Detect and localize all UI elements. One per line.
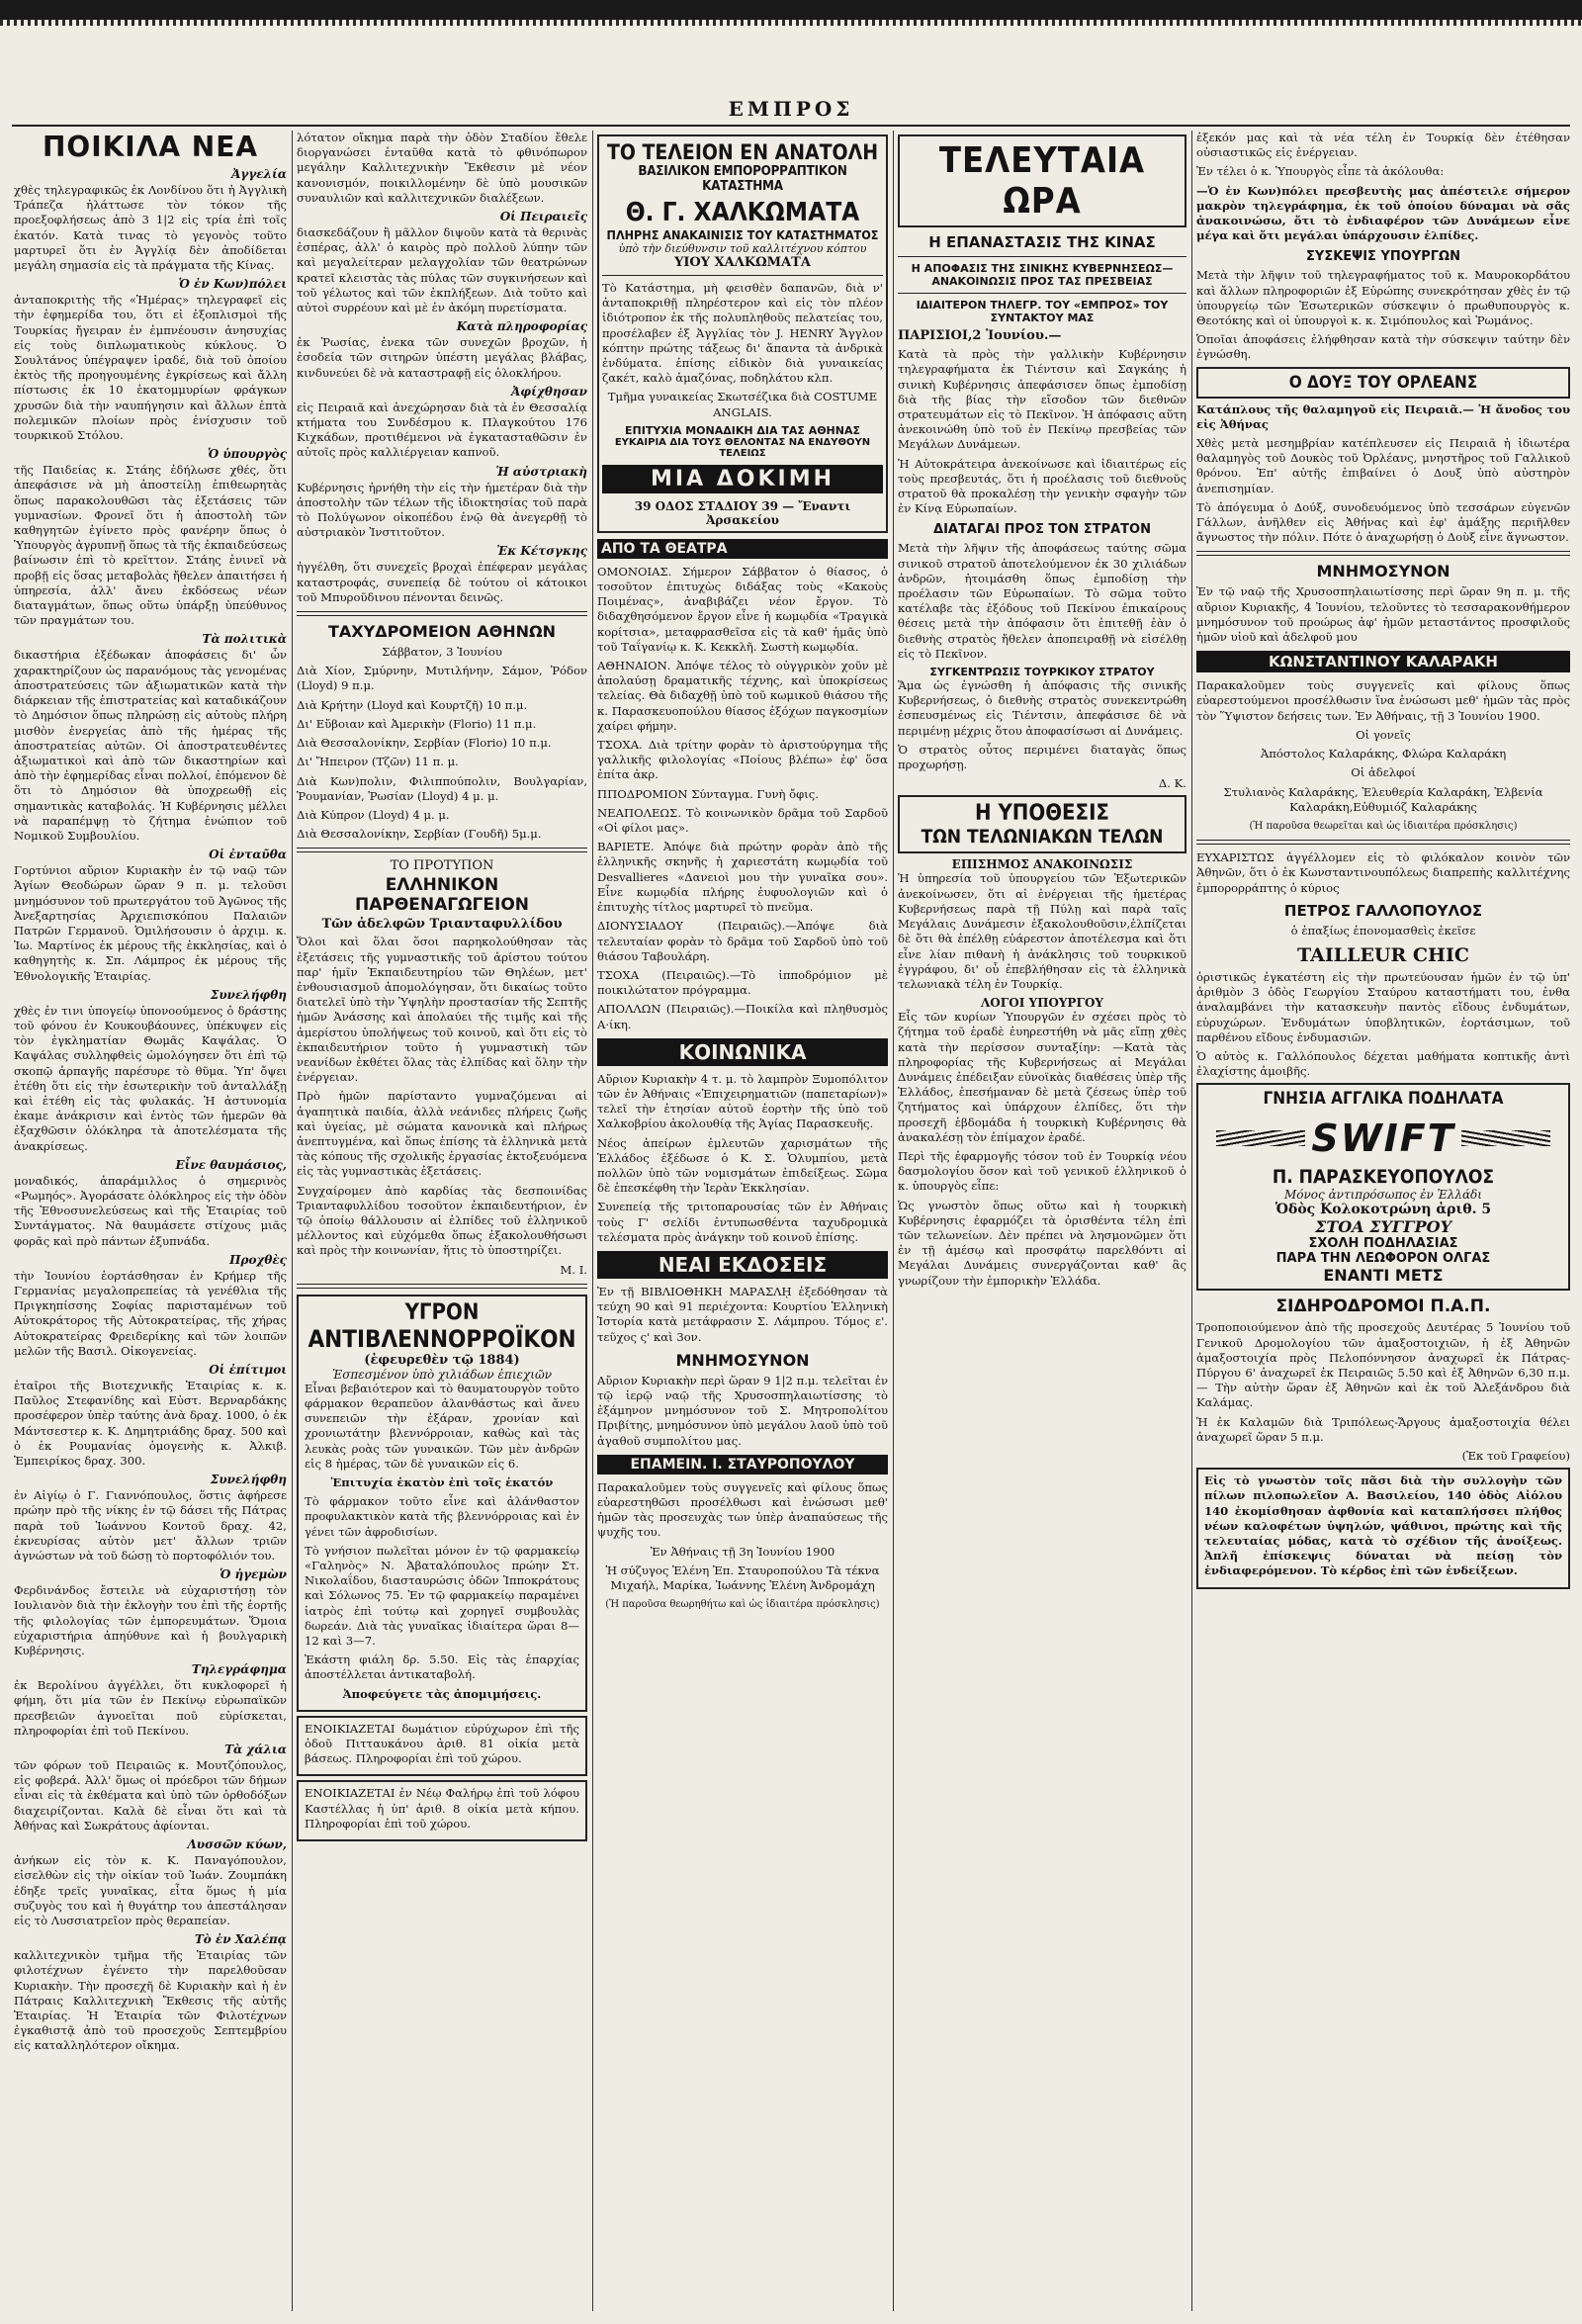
theatre-entry: ΑΠΟΛΛΩΝ (Πειραιῶς).—Ποικίλα καὶ πληθυσμὸς Α·ίκη. <box>597 1002 888 1031</box>
ad-title-2: ΑΝΤΙΒΛΕΝΝΟΡΡΟΪΚΟΝ <box>308 1324 576 1353</box>
news-item-text: εἰς Πειραιᾶ καὶ ἀνεχώρησαν διὰ τὰ ἐν Θεσσαλίᾳ κτήματα του Συνδέσμου κ. Πλαγκούτου 176 Κιχκάδων, προτιθέμενοι νὰ ἐγκατασταθῶσιν ἐν αὐτοῖς πρὸς καλλιέργειαν καπνοῦ. <box>297 400 587 460</box>
memorial-text: Ἐν τῷ ναῷ τῆς Χρυσοσπηλαιωτίσσης περὶ ὥραν 9η π. μ. τῆς αὔριον Κυριακῆς, 4 Ἰουνίου, τελοῦντες τὸ τεσσαρακονθήμερον μνημόσυνον τοῦ προώρως ἀφ' ἡμῶν μεταστάντος προσφιλοῦς ἡμῶν υἱοῦ καὶ ἀδελφοῦ μου <box>1196 584 1570 645</box>
ad-section: Τμῆμα γυναικείας Σκωτσέζικα διὰ COSTUME ANGLAIS. <box>607 390 878 419</box>
ad-title-1: ΥΓΡΟΝ <box>404 1299 480 1325</box>
ad-price: Ἑκάστη φιάλη δρ. 5.50. Εἰς τὰς ἐπαρχίας ἀποστέλλεται ἀντικαταβολή. <box>305 1653 579 1682</box>
swift-logo <box>1204 1117 1562 1160</box>
customs-subtitle: ΤΩΝ ΤΕΛΩΝΙΑΚΩΝ ΤΕΛΩΝ <box>921 826 1164 849</box>
article-body <box>898 541 1186 662</box>
news-item-head: Τὸ ἐν Χαλέπᾳ <box>194 1932 287 1947</box>
china-subtitle: Η ΕΠΑΝΑΣΤΑΣΙΣ ΤΗΣ ΚΙΝΑΣ <box>928 233 1156 251</box>
funeral-date: Ἐν Ἀθήναις τῇ 3η Ἰουνίου 1900 <box>650 1544 835 1559</box>
divider <box>898 293 1186 294</box>
ad-line-2: ΕΥΚΑΙΡΙΑ ΔΙΑ ΤΟΥΣ ΘΕΛΟΝΤΑΣ ΝΑ ΕΝΔΥΘΟΥΝ ΤΕΛΕΙΩΣ <box>614 436 871 459</box>
social-title: ΚΟΙΝΩΝΙΚΑ <box>597 1038 888 1066</box>
bike-stoa: ΣΤΟΑ ΣΥΓΓΡΟΥ <box>1315 1217 1451 1237</box>
news-item-text: ἀνταποκριτὴς τῆς «Ἡμέρας» τηλεγραφεῖ εἰς τὴν ἐφημερίδα του, ὅτι εἰ ἐξοπλισμοὶ τῆς Τουρκίας ἤγειραν ἐν ἐμπνέουσιν ἀνησυχίας εἰς τοὺς διπλωματικοὺς κύκλους. Ὁ Σουλτάνος ὑπέγραψεν ἰραδέ, διὰ τοῦ ὁποίου ἐκτὸς τῆς προηγουμένης ἐγκρίσεως καὶ ἄλλη πίστωσις ἐκ 10 ἑκατομμυρίων φράγκων χρυσῶν διὰ τὴν ναυπήγησιν καὶ ἄλλων ἑπτὰ πολεμικῶν πλοίων πρὸς ἐνίσχυσιν τοῦ τουρκικοῦ Στόλου. <box>14 293 287 443</box>
news-item-text: Κυβέρνησις ἠρνήθη τὴν εἰς τὴν ἡμετέραν διὰ τὴν ἀποστολὴν τῶν τέλων τῆς ἰδιοκτησίας τοῦ παρὰ τὸ Πολύγωνον οἰκοπέδου ἐνῷ θὰ ἀνεγερθῇ τὸ αὐστριακὸν Ἰνστιτοῦτον. <box>297 480 587 540</box>
bike-school: ΣΧΟΛΗ ΠΟΔΗΛΑΣΙΑΣ <box>1308 1236 1458 1252</box>
books-title: ΝΕΑΙ ΕΚΔΟΣΕΙΣ <box>597 1251 888 1279</box>
article-paragraph: Ἡ Αὐτοκράτειρα ἀνεκοίνωσε καὶ ἰδιαιτέρως εἰς τοὺς πρεσβευτάς, ὅτι ἡ προέλασις τοῦ διεθνοῦς στρατοῦ θὰ προκαλέσῃ τὴν γενικὴν σφαγὴν τῶν ἐν Κίνᾳ Εὐρωπαίων. <box>898 456 1186 516</box>
dateline: ΠΑΡΙΣΙΟΙ,2 Ἰουνίου.— <box>898 328 1062 343</box>
article-paragraph: Ἡ ὑπηρεσία τοῦ ὑπουργείου τῶν Ἐξωτερικῶν ἀνεκοίνωσεν, ὅτι αἱ ἐνέργειαι τῆς ἡμετέρας Κυβερνήσεως παρὰ τῇ Πύλῃ καὶ παρὰ ταῖς Μεγάλαις Δυνάμεσιν ἐξακολουθοῦσιν,ἐλπίζεται δὲ ὅτι θὰ ἐπέλθῃ εὐάρεστον ἀποτέλεσμα καὶ ὅτι εἶνε λίαν πιθανὴ ἡ ἀνάκλησις τοῦ τουρκικοῦ ἐγγράφου, δι' οὗ ἐπεβλήθησαν εἰς τὰ ἑλληνικὰ τελωνιακὰ τέλη ἐν Τουρκίᾳ. <box>898 871 1186 991</box>
continued-text: ἐξεκόν μας καὶ τὰ νέα τέλη ἐν Τουρκίᾳ δὲν ἐτέθησαν οὐσιαστικῶς εἰς ἐνέργειαν. <box>1196 131 1570 160</box>
news-item-head: Ἀγγελία <box>231 167 287 181</box>
postal-line: Διὰ Θεσσαλονίκην, Σερβίαν (Γουδῆ) 5μ.μ. <box>297 827 542 842</box>
duke-title: Ο ΔΟΥΞ ΤΟΥ ΟΡΛΕΑΝΣ <box>1288 372 1478 393</box>
ad-direction: ὑπὸ τὴν διεύθυνσιν τοῦ καλλιτέχνου κόπτου <box>618 242 867 255</box>
rent-ad-2 <box>297 1780 587 1841</box>
column-various-news <box>14 131 287 2311</box>
council-text-2: Ὁποῖαι ἀποφάσεις ἐλήφθησαν κατὰ τὴν σύσκεψιν ταύτην δὲν ἐγνώσθη. <box>1196 332 1570 362</box>
bicycle-ad <box>1196 1083 1570 1291</box>
memorial-name: ΚΩΝΣΤΑΝΤΙΝΟΥ ΚΑΛΑΡΑΚΗ <box>1196 651 1570 672</box>
bike-title: ΓΝΗΣΙΑ ΑΓΓΛΙΚΑ ΠΟΔΗΛΑΤΑ <box>1263 1089 1504 1110</box>
postal-date: Σάββατον, 3 Ἰουνίου <box>382 645 502 660</box>
news-item-head: Ὁ ἡγεμὼν <box>220 1567 287 1582</box>
article-body <box>898 347 1186 516</box>
theatre-entry: ΤΣΟΧΑ (Πειραιῶς).—Τὸ ἱπποδρόμιον μὲ ποικιλώτατον πρόγραμμα. <box>597 967 888 998</box>
column-divider <box>292 131 293 2311</box>
news-item-head: Συνελήφθη <box>210 1473 287 1487</box>
news-item-head: Εἶνε θαυμάσιος, <box>175 1157 287 1172</box>
divider <box>297 611 587 616</box>
ad-warning: Ἀποφεύγετε τὰς ἀπομιμήσεις. <box>342 1686 542 1701</box>
school-paragraph: Ὅλοι καὶ ὅλαι ὅσοι παρηκολούθησαν τὰς ἐξετάσεις τῆς γυμναστικῆς τοῦ ἀρίστου τούτου παρ' ἡμῖν Ἐκπαιδευτηρίου τῶν Θηλέων, μετ' ἐνθουσιασμοῦ ἀπομολόγησαν, ὅτι δικαίως τοῦτο διατελεῖ ὑπὸ τὴν Ὑψηλὴν προστασίαν τῆς Σεπτῆς ἡμῶν Ἀνάσσης καὶ ἀπολαύει τῆς τιμῆς καὶ τῆς ἀμερίστου ὑπολήψεως τοῦ κοινοῦ, καὶ ὅτι εἰς τὸ ἐκπαιδευτήριον τοῦτο ἡ γυμναστικὴ τῶν νεανίδων ἐκθέτει ὅλας τὰς ἐλπίδας καὶ ὅλην τὴν ἐνέργειαν. <box>297 935 587 1085</box>
column-divider <box>1191 131 1192 2311</box>
duke-header <box>1196 367 1570 399</box>
news-item-text: τὴν Ἰουνίου ἑορτάσθησαν ἐν Κρήμερ τῆς Γερμανίας μεγαλοπρεπείας τὰ γενέθλια τῆς Πριγκηπίσσης Σοφίας παρισταμένων τοῦ Αὐτοκράτορος τῆς Αὐτοκρατείρας, τῆς χήρας Αὐτοκρατείρας Φρειδερίκης καὶ τῶν λοιπῶν μελῶν τῆς Βασιλ. Οἰκογενείας. <box>14 1268 287 1358</box>
news-item-text: ἠγγέλθη, ὅτι συνεχεῖς βροχαὶ ἐπέφεραν μεγάλας καταστροφάς, συνεπείᾳ δὲ τούτου οἱ κάτοικοι τοῦ Μπυροῦδινου πένονται δεινῶς. <box>297 560 587 604</box>
ad-trial: ΜΙΑ ΔΟΚΙΜΗ <box>602 465 883 493</box>
news-list <box>14 167 287 2054</box>
column-divider <box>893 131 894 2311</box>
news-item-text: ἐν Αἰγίῳ ὁ Γ. Γιαννόπουλος, ὅστις ἀφήρεσε πρώην πρὸ τῆς νίκης ἐν τῷ δάσει τῆς Πάτρας παρὰ τοῦ Ἰωάννου Κοντοῦ δραχ. 42, ἐκνευρίσας αὐτὸν μετ' ἄλλων τριῶν ἀγνώστων νὰ τοῦ δώσῃ τὸ πορτοφόλιόν του. <box>14 1488 287 1564</box>
news-item-head: Ἐκ Κέτσγκης <box>496 544 587 559</box>
memorial-sign: Οἱ γονεῖς <box>1356 727 1411 742</box>
duke-text-2: Τὸ ἀπόγευμα ὁ Δούξ, συνοδευόμενος ὑπὸ τεσσάρων εὐγενῶν Γάλλων, ἀνῆλθεν εἰς Ἀθήνας καὶ ἐφ' ἁμάξης περιῆλθεν ἄγνωστος τὴν πόλιν. Πότε ὁ ἀναχωρήσῃ ὁ Δοὺξ εἶνε ἄγνωστον. <box>1196 499 1570 545</box>
funeral-text: Παρακαλοῦμεν τοὺς συγγενεῖς καὶ φίλους ὅπως εὐαρεστηθῶσι προσέλθωσι καὶ ἐνώσωσι μεθ' ἡμῶν τὰς προσευχὰς των ὑπὲρ ἀναπαύσεως τῆς ψυχῆς του. <box>597 1479 888 1540</box>
news-item-text: μοναδικός, ἀπαράμιλλος ὁ σημερινὸς «Ρωμηός». Ἀγοράσατε ὁλόκληρος εἰς τὴν ὁδὸν τῆς Ἐθνοσυνελεύσεως καὶ τῆς Ἑταιρίας τοῦ Συντάγματος. Νὰ θαυμάσετε στίχους μιᾶς φορᾶς καὶ πρὸ πάντων ἐξυπνάδα. <box>14 1173 287 1248</box>
column-five <box>1196 131 1570 2311</box>
decision-heading: Η ΑΠΟΦΑΣΙΣ ΤΗΣ ΣΙΝΙΚΗΣ ΚΥΒΕΡΝΗΣΕΩΣ—ΑΝΑΚΟΙΝΩΣΙΣ ΠΡΟΣ ΤΑΣ ΠΡΕΣΒΕΙΑΣ <box>911 262 1174 288</box>
tailor-shop-ad <box>597 134 888 533</box>
news-item-text: Γορτύνιοι αὔριον Κυριακὴν ἐν τῷ ναῷ τῶν Ἁγίων Θεοδώρων ὥραν 9 π. μ. τελοῦσι μνημόσυνον τοῦ πρωτεργάτου τοῦ Ἀγῶνος τῆς Ἀνεξαρτησίας Ἀρχιεπισκόπου Παλαιῶν Πατρῶν Γερμανοῦ. Ὁμιλήσουσιν ὁ ἀρχιμ. κ. Ἰω. Μαρτίνος ἐκ μέρους τῆς ἐκκλησίας, καὶ ὁ καθηγητὴς κ. Σπ. Λάμπρος ἐκ μέρους τῆς Ἐθνολογικῆς Ἑταιρίας. <box>14 863 287 983</box>
theatre-title: ΑΠΟ ΤΑ ΘΕΑΤΡΑ <box>597 539 888 559</box>
minister-quote: —Ὁ ἐν Κων)πόλει πρεσβευτὴς μας ἀπέστειλε σήμερον μακρὸν τηλεγράφημα, ἐκ τοῦ ὁποίου δύναμαι νὰ σᾶς ἀνακοινώσω, ὅτι τὸ ἐνδιαφέρον τῶν Δυνάμεων εἶνε μέγα καὶ ὅτι μεγάλαι ὑπάρχουσιν ἐλπίδες. <box>1196 183 1570 243</box>
theatre-entry: ΑΘΗΝΑΙΟΝ. Ἀπόψε τέλος τὸ οὐγγρικὸν χοῦν μὲ ἀπολαύσῃ δραματικῆς τέχνης, καὶ ὑποκρίσεως τελείας. Θὰ διδαχθῇ ὑπὸ τοῦ κωμικοῦ θιάσου τῆς κ. Παρασκευοπούλου θίασος ἐξόχων παγκοσμίων χαίρει φήμην. <box>597 659 888 733</box>
school-signature: Μ. Ι. <box>560 1262 587 1277</box>
school-pretitle: ΤΟ ΠΡΟΤΥΠΟΝ <box>390 858 494 874</box>
memorial-text: Αὔριον Κυριακὴν περὶ ὥραν 9 1|2 π.μ. τελεῖται ἐν τῷ ἱερῷ ναῷ τῆς Χρυσοσπηλαιωτίσσης τὸ ἐξάμηνον μνημόσυνον τοῦ Σ. Μητροπολίτου Πριβίτης, μνημόσυνον ὑπὸ μεγάλου λαοῦ ὑπὸ τοῦ ἀγαθοῦ συμπολίτου μας. <box>597 1373 888 1448</box>
news-item-text: ἐκ Βερολίνου ἀγγέλλει, ὅτι κυκλοφορεῖ ἡ φήμη, ὅτι μία τῶν ἐν Πεκίνῳ εὐρωπαϊκῶν πρεσβειῶν ἀγνοεῖται ποῦ εὑρίσκεται, πληροφορίαι ἐπὶ τοῦ Πεκίνου. <box>14 1678 287 1738</box>
ad-guarantee: Ἐπιτυχία ἑκατὸν ἐπὶ τοῖς ἑκατόν <box>330 1475 554 1489</box>
social-entry: Συνεπείᾳ τῆς τριτοπαρουσίας τῶν ἐν Ἀθήναις τοὺς Γ' σελίδι ἐντυπωσθέντα ταχυδρομικὰ τελέσματα πρὸς ἀνάγκην τοῦ κοινοῦ ἐπίσης. <box>597 1200 888 1244</box>
news-item-head: Ὁ ἐν Κων)πόλει <box>178 277 287 292</box>
tailor-sub: ὁ ἐπαξίως ἐπονομασθεὶς ἐκεῖσε <box>1290 923 1476 938</box>
news-item-text: καλλιτεχνικὸν τμῆμα τῆς Ἑταιρίας τῶν φιλοτέχνων ἐγένετο τὴν παρελθοῦσαν Κυριακὴν. Τὴν προσεχῆ δὲ Κυριακὴν καὶ ἡ ἐν Πάτραις Καλλιτεχνικὴ Ἔκθεσις τῆς αὐτῆς Ἑταιρίας. Ἡ Ἑταιρία τῶν Φιλοτέχνων ἐγκαθιστᾷ ἀπὸ τοῦ προσεχοῦς Σεπτεμβρίου εἰς καταλληλότερον οἴκημα. <box>14 1948 287 2053</box>
last-hour-header <box>898 134 1186 227</box>
divider <box>602 275 883 276</box>
news-item-text: ἀνήκων εἰς τὸν κ. Κ. Παναγόπουλον, εἰσελθὼν εἰς τὴν οἰκίαν τοῦ Ἰωάν. Ζουμπάκη ἐδηξε τρεῖς γυναῖκας, εἶτα ὅμως ἡ μία συζυγὸς του καὶ ἡ θυγάτηρ του ἀπεστάλησαν εἰς τὸ Λυσσιατρεῖον πρὸς θεραπείαν. <box>14 1853 287 1927</box>
theatre-entry: ΟΜΟΝΟΙΑΣ. Σήμερον Σάββατον ὁ θίασος, ὁ τοσοῦτον ἐπιτυχὼς διδάξας τοὺς «Κακοὺς Ποιμένας», ἀναβιβάζει νέον ἔργον. Τὸ διδαχθησόμενον ἔργον εἶνε ἡ κωμῳδία «Τραγικὰ κορίτσια», μεταφρασθεῖσα εἰς τὰ καθ' ἡμᾶς ὑπὸ τοῦ Ταΐγανίῳ κ. Κ. Κεκκλῆ. Σωστὴ κωμῳδία. <box>597 564 888 654</box>
council-title: ΣΥΣΚΕΨΙΣ ΥΠΟΥΡΓΩΝ <box>1306 249 1460 265</box>
ad-line-1: ΕΠΙΤΥΧΙΑ ΜΟΝΑΔΙΚΗ ΔΙΑ ΤΑΣ ΑΘΗΝΑΣ <box>625 423 860 437</box>
social-list <box>597 1072 888 1245</box>
news-item-head: Τὰ χάλια <box>224 1743 287 1757</box>
news-item-head: Τηλεγράφημα <box>191 1662 287 1677</box>
thanks-text: ΕΥΧΑΡΙΣΤΩΣ ἀγγέλλομεν εἰς τὸ φιλόκαλον κοινὸν τῶν Ἀθηνῶν, ὅτι ὁ ἐκ Κωνσταντινουπόλεως διαπρεπὴς καλλιτέχνης ἐμπορορράπτης ὁ κύριος <box>1196 850 1570 895</box>
continued-text: λότατον οἴκημα παρὰ τὴν ὁδὸν Σταδίου ἔθελε διοργανώσει ἐνταῦθα κατὰ τὸ φθινόπωρον μεγάλην Καλλιτεχνικὴν Ἔκθεσιν μὲ νέον κανονισμόν, ποικιλλομένην δὲ ὑπὸ μουσικῶν συναυλιῶν καὶ καλλιτεχνικῶν διαλέξεων. <box>297 131 587 205</box>
news-list <box>297 210 587 605</box>
theatre-entry: ΠΠΟΔΡΟΜΙΟΝ Σύνταγμα. Γυνὴ ὄφις. <box>597 786 819 801</box>
column-last-hour <box>898 131 1186 2311</box>
ad-shop-subtitle: ΠΛΗΡΗΣ ΑΝΑΚΑΙΝΙΣΙΣ ΤΟΥ ΚΑΤΑΣΤΗΜΑΤΟΣ <box>606 227 879 242</box>
bike-school-2: ΠΑΡΑ ΤΗΝ ΛΕΩΦΟΡΟΝ ΟΛΓΑΣ <box>1275 1251 1491 1267</box>
postal-line: Διὰ Θεσσαλονίκην, Σερβίαν (Florio) 10 π.μ. <box>297 736 552 751</box>
social-entry: Αὔριον Κυριακὴν 4 τ. μ. τὸ λαμπρὸν Ξυμοπόλιτον τῶν ἐν Ἀθήναις «Ἐπιχειρηματιῶν (παπεταρίων)» τελεῖ τὴν ἐτησίαν αὐτοῦ ἑορτὴν τῆς ὑπὸ τοῦ Χαλκοβρίου ἀκολουθίᾳ τῆς Ἁγίας Παρασκευῆς. <box>597 1071 888 1131</box>
news-item-text: χθὲς ἐν τινι ὑπογείῳ ὑπονοούμενος ὁ δράστης τοῦ φόνου ἐν Κουκουβάουνες, ὑπέκυψεν εἰς τὸν ἐγκληματίαν Θωμᾶς Καψάλας. Ὁ Καψάλας συλληφθεὶς ὡμολόγησεν ὅτι ἐπὶ τῷ σκοπῷ ἁρπαγῆς παρέσυρε τὸ θῦμα. Ὑπ' ὄψει ἐτέθη ὅτι εἰς τὴν ἐσωτερικὴν τοῦ ἀνταλλάξῃ καὶ ἐτέθη εἰς τὰς φυλακάς. Ἡ ἀστυνομία ἐκαμε ἀνάκρισιν καὶ ἐντὸς τῶν ἡμερῶν θὰ ἐξαχθῶσιν ὁλόκληρα τὰ ἀποτελέσματα τῆς ἀνακρίσεως. <box>14 1003 287 1153</box>
tailor-name: ΠΕΤΡΟΣ ΓΑΛΛΟΠΟΥΛΟΣ <box>1283 901 1483 920</box>
memorial-sign-4: Στυλιανὸς Καλαράκης, Ἐλευθερία Καλαράκη, Ἑλβενία Καλαράκη,Εὐθυμιόζ Καλαράκης <box>1223 784 1543 814</box>
bike-address: Ὁδὸς Κολοκοτρώνη ἀριθ. 5 <box>1274 1202 1492 1218</box>
theatre-entry: ΒΑΡΙΕΤΕ. Ἀπόψε διὰ πρώτην φορὰν ἀπὸ τῆς ἑλληνικῆς σκηνῆς ἡ χαριεστάτη κωμῳδία τοῦ Desvallieres «Δανειοὶ μου τὴν γυναῖκα σου». Εἶνε κωμῳδία πλήρης ἐυφυολογιῶν καὶ ὁ ἐπιτυχὴς τίτλος μαρτυρεῖ τὸ πνεῦμα. <box>597 840 888 915</box>
school-title: ΕΛΛΗΝΙΚΟΝ ΠΑΡΘΕΝΑΓΩΓΕΙΟΝ <box>354 875 530 916</box>
railway-text-2: Ἡ ἐκ Καλαμῶν διὰ Τριπόλεως-Ἄργους ἀμαξοστοιχία θέλει ἀναχωρεῖ ὥραν 5 π.μ. <box>1196 1414 1570 1444</box>
tailor-brand: TAILLEUR CHIC <box>1297 943 1469 966</box>
divider <box>898 256 1186 257</box>
wing-right-icon <box>1461 1130 1550 1146</box>
memorial-sign-3: Οἱ ἀδελφοί <box>1351 765 1416 780</box>
header-rule <box>12 125 1570 127</box>
funeral-signature: Ἡ σύζυγος Ἑλένη Ἐπ. Σταυροπούλου Τὰ τέκνα Μιχαήλ, Μαρίκα, Ἰωάννης Ἑλένη Ἀνδρομάχη <box>605 1563 880 1592</box>
official-statement: ΕΠΙΣΗΜΟΣ ΑΝΑΚΟΙΝΩΣΙΣ <box>951 857 1133 872</box>
school-paragraph: Συγχαίρομεν ἀπὸ καρδίας τὰς δεσποινίδας Τριανταφυλλίδου τοσοῦτον ἐκπαιδευτήριον, ἐν τῷ ὁποίῳ θάλλουσιν αἱ ἐλπίδες τοῦ ἑλληνικοῦ μέλλοντος καὶ εὐχόμεθα ὅπως ἐξακολουθήσωσι καὶ πρὸς τὴν κοινωνίαν, ἥτις τὸ ὑποστηρίζει. <box>297 1183 587 1258</box>
ad-tagline: Ἐσπεσμένον ὑπὸ χιλιάδων ἐπιεχιῶν <box>331 1367 553 1382</box>
customs-header <box>898 795 1186 853</box>
article-body <box>898 1010 1186 1289</box>
news-item-text: ἐκ Ῥωσίας, ἐνεκα τῶν συνεχῶν βροχῶν, ἡ ἐσοδεία τῶν σιτηρῶν ὑπέστη μεγάλας βλάβας, κινδυνεύει δὲ νὰ καταστραφῇ εἰς ὁλοκλήρου. <box>297 335 587 380</box>
railway-title: ΣΙΔΗΡΟΔΡΟΜΟΙ Π.Α.Π. <box>1275 1296 1491 1317</box>
social-entry: Νέος ἀπείρων ἐμλευτῶν χαρισμάτων τῆς Ἑλλάδος ἐξέδωσε ὁ Κ. Σ. Ὁλυμπίου, μετὰ πολλῶν ὑπὸ τῶν νομισμάτων ἐπιδείξεως. Σῶμα δὲ ἐπεσκέφθη τὴν Ἱερὰν Ἐκκλησίαν. <box>597 1135 888 1196</box>
memorial-sign-2: Ἀπόστολος Καλαράκης, Φλώρα Καλαράκη <box>1260 747 1507 761</box>
news-item-head: Ἡ αὐστριακὴ <box>495 464 587 479</box>
books-text: Ἐν τῇ ΒΙΒΛΙΟΘΗΚΗ ΜΑΡΑΣΛῌ ἐξεδόθησαν τὰ τεύχη 90 καὶ 91 περιέχοντα: Κουρτίου Ἑλληνικὴ Ἱστορία κατὰ μετάφρασιν Σ. Λάμπρου. Τόμος ε'. τεῦχος ς' καὶ 3ον. <box>597 1284 888 1344</box>
news-item-head: Προχθὲς <box>229 1252 287 1267</box>
news-item-text: δικαστήρια ἐξέδωκαν ἀποφάσεις δι' ὧν χαρακτηρίζουν ὡς παρανόμους τὰς γενομένας ἀποστρατεύσεις τῶν ἀξιωματικῶν κατὰ τὴν διάρκειαν τῆς ἐπιστρατείας καὶ καταδικάζουν τὸ Δημόσιον ὅπως πληρώσῃ εἰς αὐτοὺς πλήρη μισθὸν ἐνεργείας ἀπὸ τῆς ἡμέρας τῆς ἀποστρατείας αὐτῶν. Οἱ ἀποστρατευθέντες ἀξιωματικοὶ καὶ ἀπὸ τῶν δικαστηρίων καὶ ἀπὸ τὴν ἐφημερίδας εἶναι πολλοί, ἐπόμενον δὲ ὅτι τὸ Δημόσιον θὰ ὑποχρεωθῇ εἰς σημαντικὰς καταβολάς. Ἡ Κυβέρνησις μέλλει νὰ παραπέμψῃ τὸ ζήτημα ἐνώπιον τοῦ Νομικοῦ Συμβουλίου. <box>14 648 287 843</box>
news-item-text: τῆς Παιδείας κ. Στάης ἐδήλωσε χθές, ὅτι ἀπεφάσισε νὰ μὴ ἀποστείλῃ ἐπιθεωρητὰς ὅπως παρακολουθῶσι τὰς ἐξετάσεις τῶν γυμνασίων. Φρονεῖ ὅτι ἡ ἀποστολὴ τῶν καθηγητῶν ἐγίνετο πρὸς φανέρην ὅπως ὁ Ὑπουργὸς ἀγρυπνῇ ὅπως τὰ τῆς ἐκπαιδεύσεως βαίνωσιν ἐπὶ τὸ κρεῖττον. Στάης ἐνινεῖ νὰ προβῇ εἰς ὅσας μεταβολὰς ἤθελεν ἀπαιτήσει ἡ ὑπηρεσία, ἀλλ' ἄνευ ἐκδόσεως νέων διαταγμάτων, ὅπως οὕτω ὑπάρξῃ ὑπεύθυνος τῶν πραγμάτων του. <box>14 463 287 628</box>
divider <box>297 1284 587 1289</box>
news-item-text: διασκεδάζουν ἢ μᾶλλον διψοῦν κατὰ τὰ θερινὰς ἑσπέρας, ἀλλ' ὁ καιρὸς πρὸ πολλοῦ λύπην τῶν καὶ μεγαλείτεραν μελαγχολίαν τῶν θεατρώνων κρατεῖ κλειστὰς τὰς πύλας τῶν συγκινήσεων καὶ τοῦ γέλωτος καὶ τῶν ἐκπλήξεων. Διὰ τοῦτο καὶ αὐτοὶ συρρέουν καὶ μὲ ἐν ἀκόμη πυρετίσματα. <box>297 225 587 315</box>
news-item-head: Λυσσῶν κύων, <box>187 1837 287 1852</box>
school-paragraph: Πρὸ ἡμῶν παρίσταντο γυμναζόμεναι αἱ ἀγαπητικὰ παιδία, ἀλλὰ νεάνιδες πλήρεις ζωῆς καὶ ὑγείας, μὲ σώματα κανονικὰ καὶ πλήρως ἀνεπτυγμένα, καὶ ὅπως ἐπίσης τὰ ἑλληνικὰ μετὰ τὰς κόπους τῆς σχολικῆς ἐργασίας ἐκτοξευόμενα εἰς τὰς γυμναστικὰς ἐξετάσεις. <box>297 1089 587 1179</box>
rent-ad-text: ΕΝΟΙΚΙΑΖΕΤΑΙ δωμάτιον εὐρύχωρον ἐπὶ τῆς ὁδοῦ Πιτταυκάνου ἀριθ. 81 οἰκία μετὰ βάσεως. Πληροφορίαι ἐπὶ τοῦ χώρου. <box>305 1721 579 1766</box>
article-signature: Δ. Κ. <box>1158 776 1186 791</box>
pharmacy-ad <box>297 1295 587 1712</box>
council-text: Μετὰ τὴν λῆψιν τοῦ τηλεγραφήματος τοῦ κ. Μαυροκορδάτου καὶ ἄλλων πληροφοριῶν ἐξ Εὐρώπης συνεκρότησαν χθὲς ἐν τῷ ὑπουργείῳ τῶν Ἐσωτερικῶν σύσκεψιν ὁ πρωθυπουργὸς κ. Θεοτόκης καὶ οἱ ὑπουργοὶ κ. κ. Σιμόπουλος καὶ Ῥωμάνος. <box>1196 268 1570 328</box>
memorial-note: (Ἡ παροῦσα θεωρεῖται καὶ ὡς ἰδιαιτέρα πρόσκλησις) <box>1249 820 1518 832</box>
postal-title: ΤΑΧΥΔΡΟΜΕΙΟΝ ΑΘΗΝΩΝ <box>327 622 557 642</box>
swift-brand: SWIFT <box>1311 1117 1455 1161</box>
customs-title: Η ΥΠΟΘΕΣΙΣ <box>975 801 1109 827</box>
bike-dealer: Π. ΠΑΡΑΣΚΕΥΟΠΟΥΛΟΣ <box>1272 1166 1495 1189</box>
news-item-head: Οἱ ἐνταῦθα <box>209 848 287 862</box>
divider <box>297 848 587 852</box>
ad-shop-name: Θ. Γ. ΧΑΛΚΩΜΑΤΑ <box>625 198 860 227</box>
news-item-head: Ὁ ὑπουργὸς <box>207 447 287 462</box>
ad-banner-1: ΤΟ ΤΕΛΕΙΟΝ ΕΝ ΑΝΑΤΟΛΗ <box>606 140 879 164</box>
bike-rep: Μόνος ἀντιπρόσωπος ἐν Ἑλλάδι <box>1284 1188 1482 1203</box>
top-border-edge <box>0 20 1582 26</box>
news-item-head: Οἱ ἐπίτιμοι <box>209 1363 287 1378</box>
column-divider <box>592 131 593 2311</box>
news-item-head: Οἱ Πειραιεῖς <box>499 210 587 224</box>
wing-left-icon <box>1216 1130 1305 1146</box>
news-item-text: χθὲς τηλεγραφικῶς ἐκ Λονδίνου ὅτι ἡ Ἀγγλικὴ Τράπεζα ἠλάττωσε τὸν τόκον τῆς προεξοφλήσεως ἀπὸ 3 1|2 εἰς τρία ἐπὶ τοῖς ἑκατόν. Κατὰ τινας τὸ γεγονὸς τοῦτο μαρτυρεῖ ὅτι ἐν Ἀγγλίᾳ δὲν ἀποδίδεται μεγάλη σημασία εἰς τὰ πράγματα τῆς Κίνας. <box>14 183 287 273</box>
gather-heading: ΣΥΓΚΕΝΤΡΩΣΙΣ ΤΟΥΡΚΙΚΟΥ ΣΤΡΑΤΟΥ <box>929 666 1155 679</box>
memorial-text-2: Παρακαλοῦμεν τοὺς συγγενεῖς καὶ φίλους ὅπως εὐαρεστούμενοι προσέλθωσιν ἵνα ἑνώσωσι μεθ' ἡμῶν τὰς πρὸς τὸν Ὕψιστον δεήσεις των. Ἐν Ἀθήναις, τῇ 3 Ἰουνίου 1900. <box>1196 678 1570 723</box>
section-title-various-news: ΠΟΙΚΙΛΑ ΝΕΑ <box>42 131 259 163</box>
school-subtitle: Τῶν ἀδελφῶν Τριανταφυλλίδου <box>321 917 563 933</box>
article-paragraph: Ὡς γνωστὸν ὅπως οὕτω καὶ ἡ τουρκικὴ Κυβέρνησις ἐφαρμόζει τὰ ὁρισθέντα τέλη ἐπὶ τῶν τελωνείων. Δὲν πρέπει νὰ λησμονῶμεν ὅτι ἐν τῇ ἀμέσῳ καὶ προσφάτῳ παρελθόντι αἱ Μεγάλαι Δυνάμεις συνεργάζονται καθ' ἃς γνωρίζουν τὴν ἐμπορικὴν Ἑλλάδα. <box>898 1198 1186 1288</box>
memorial-title: ΜΝΗΜΟΣΥΝΟΝ <box>1316 562 1450 581</box>
tailor-note: Ὁ αὐτὸς κ. Γαλλόπουλος δέχεται μαθήματα κοπτικῆς ἀντὶ ἐλαχίστης ἀμοιβῆς. <box>1196 1048 1570 1079</box>
rent-ad-1 <box>297 1716 587 1777</box>
rent-ad-text: ΕΝΟΙΚΙΑΖΕΤΑΙ ἐν Νέῳ Φαλήρῳ ἐπὶ τοῦ λόφου Καστέλλας ἡ ὑπ' ἀριθ. 8 οἰκία μετὰ κήπου. Πληροφορίαι ἐπὶ τοῦ χώρου. <box>305 1786 579 1831</box>
wire-heading: ΙΔΙΑΙΤΕΡΟΝ ΤΗΛΕΓΡ. ΤΟΥ «ΕΜΠΡΟΣ» ΤΟΥ ΣΥΝΤΑΚΤΟΥ ΜΑΣ <box>916 299 1169 324</box>
postal-line: Διὰ Κρήτην (Lloyd καὶ Κουρτζῆ) 10 π.μ. <box>297 697 528 712</box>
divider <box>1196 551 1570 556</box>
postal-line: Διὰ Κύπρον (Lloyd) 4 μ. μ. <box>297 807 450 822</box>
theatre-entry: ΝΕΑΠΟΛΕΩΣ. Τὸ κοινωνικὸν δρᾶμα τοῦ Σαρδοῦ «Οἱ φίλοι μας». <box>597 805 888 836</box>
funeral-note: (Ἡ παροῦσα θεωρηθήτω καὶ ὡς ἰδιαιτέρα πρόσκλησις) <box>605 1599 880 1611</box>
column-two <box>297 131 587 2311</box>
top-border <box>0 0 1582 20</box>
school-article <box>297 935 587 1258</box>
article-body <box>898 678 1186 772</box>
memorial-title: ΜΝΗΜΟΣΥΝΟΝ <box>675 1350 810 1370</box>
bike-school-3: ΕΝΑΝΤΙ ΜΕΤΣ <box>1323 1266 1444 1286</box>
theatre-entry: ΤΣΟΧΑ. Διὰ τρίτην φορὰν τὸ ἀριστούργημα τῆς γαλλικῆς φιλολογίας «Ποίους βλέπω» ἐφ' ὅσα ἐπίτα ἀκρ. <box>597 738 888 782</box>
ad-address: 39 ΟΔΟΣ ΣΤΑΔΙΟΥ 39 — Ἔναντι Ἀρσακείου <box>634 498 851 527</box>
article-paragraph: Εἷς τῶν κυρίων Ὑπουργῶν ἐν σχέσει πρὸς τὸ ζήτημα τοῦ ἐραδὲ ἐυηρεστήθη νὰ μᾶς εἴπῃ χθὲς κατὰ τὴν περίσσον συνταξίην: —Κατὰ τὰς πληροφορίας τῆς Κυβερνήσεως αἱ Μεγάλαι Δυνάμεις ἐπέδειξαν εὐνοϊκὰς διαθέσεις ὑπὲρ τῆς Ἑλλάδος, ἐπεσήμαναν δὲ μετὰ ζέσεως ὑπὲρ τοῦ ζητήματος καὶ ὑπάρχουν ἐλπίδες, ὅτι τὴν προσεχῆ ἑβδομάδα ἡ τουρκικὴ Κυβέρνησις θὰ ἀνακαλέσῃ τὸν ἐπίμαχον ἐραδέ. <box>898 1010 1186 1144</box>
minister-heading: ΛΟΓΟΙ ΥΠΟΥΡΓΟΥ <box>980 996 1103 1011</box>
news-item-head: Ἀφίχθησαν <box>510 384 587 399</box>
masthead: ΕΜΠΡΟΣ <box>728 97 854 121</box>
news-item-text: Φερδινάνδος ἔστειλε νὰ εὐχαριστήσῃ τὸν Ιουλιανὸν διὰ τὴν ἐκλογὴν του ἐπὶ τῆς ἑορτῆς τῆς φιλολογίας τῶν ἐμπορευμάτων. Ὅμοια εὐχαριστήρια ἀπηύθυνε καὶ ἡ βουλγαρικὴ Κυβέρνησις. <box>14 1583 287 1658</box>
ad-body: Εἶναι βεβαιότερον καὶ τὸ θαυματουργὸν τοῦτο φάρμακον θεραπεῦον ἀλανθάστως καὶ ἄνευ συνεπειῶν τὴν ἐξάραν, χρονίαν καὶ χρονιωτάτην βλεννόρροιαν, καθὼς καὶ τὰς λευκὰς ροὰς τῶν γυναικῶν. Τῶν μὲν ἀνδρῶν εἰς 8 ἡμέρας, τῶν δὲ γυναικῶν εἰς 6. <box>305 1381 579 1471</box>
article-paragraph: Μετὰ τὴν λῆψιν τῆς ἀποφάσεως ταύτης σῶμα σινικοῦ στρατοῦ ἀποτελούμενον ἐκ 30 χιλιάδων ἀνδρῶν, ἡτοιμάσθη ὅπως ἐμποδίσῃ τὴν προέλασιν τῶν Εὐρωπαίων. Τὸ σῶμα τοῦτο κατέλαβε τὰς ἐξόδους τοῦ Πεκίνου ἐπικαίρους θέσεις μετὰ τὴν ἀπόφασιν ὅτι ἐπιτεθῇ ἐὰν ὁ διεθνὴς στρατὸς ἤθελεν ἀποπειραθῇ νὰ εἰσέλθῃ εἰς τὸ Πεκῖνον. <box>898 541 1186 661</box>
news-item-text: τῶν φόρων τοῦ Πειραιῶς κ. Μουτζόπουλος, εἰς φοβερά. Ἀλλ' ὅμως οἱ πρόεδροι τῶν δήμων εἶναι εἰς τὰ ἐκθέματα καὶ ὑπὸ τῶν ὀρθοδόξων διαχειρίζονται. Καλὰ δὲ εἶναι ὅτι καὶ τὰ Ἀθήνας καὶ Σωκράτους ἀφίονται. <box>14 1758 287 1832</box>
railway-sign: (Ἐκ τοῦ Γραφείου) <box>1461 1448 1570 1463</box>
ad-banner-2: ΒΑΣΙΛΙΚΟΝ ΕΜΠΟΡΟΡΡΑΠΤΙΚΟΝ ΚΑΤΑΣΤΗΜΑ <box>638 164 847 194</box>
article-paragraph: Περὶ τῆς ἐφαρμογῆς τόσον τοῦ ἐν Τουρκίᾳ νέου δασμολογίου ὅσον καὶ τοῦ γενικοῦ ἑλληνικοῦ ὁ κ. ὑπουργὸς εἶπε: <box>898 1148 1186 1194</box>
article-paragraph: Ἅμα ὡς ἐγνώσθη ἡ ἀπόφασις τῆς σινικῆς Κυβερνήσεως, ὁ διεθνὴς στρατὸς συνεκεντρώθη ἐσπευσμένως εἰς Τιέντσιν, ἀπεφάσισε δὲ νὰ περιμένῃ μέχρις ὅτου ἀποφασίσωσι αἱ Δυνάμεις. <box>898 678 1186 738</box>
tailor-body: ὁριστικῶς ἐγκατέστη εἰς τὴν πρωτεύουσαν ἡμῶν ἐν τῷ ὑπ' ἀριθμὸν 3 ὁδὸς Γεωργίου Σταύρου καταστήματι του, ἐνθα ἀναλαμβάνει τὴν κατασκευὴν παντὸς εἴδους ἐνδυμάτων, εὐρυχώρων. Ἐνδυμάτων ὑποβλητικῶν, ἑορτάσιμων, τοῦ παρθένου εἴδους ἐνδυμασιῶν. <box>1196 969 1570 1044</box>
news-item-head: Τὰ πολιτικὰ <box>202 632 287 647</box>
ad-body-3: Τὸ γνήσιον πωλεῖται μόνον ἐν τῷ φαρμακείῳ «Γαληνὸς» Ν. Ἀβαταλόπουλος πρώην Στ. Νικολαΐδου, διασταυρώσις ὁδῶν Ἱπποκράτους καὶ Σόλωνος 75. Ἐν τῷ φαρμακείῳ παραμένει ἰατρὸς ἐπὶ τούτῳ καὶ χορηγεῖ συμβουλὰς δωρεάν. Διὰ τὰς γυναῖκας ἰδιαίτερα ὥραι 8—12 καὶ 3—7. <box>305 1543 579 1649</box>
ad-direction-name: ΥΙΟΥ ΧΑΛΚΩΜΑΤΑ <box>674 255 811 270</box>
postal-line: Διὰ Κων)πολιν, Φιλιππούπολιν, Βουλγαρίαν, Ῥουμανίαν, Ῥωσίαν (Lloyd) 4 μ. μ. <box>297 773 587 803</box>
postal-line: Δι' Ἤπειρον (Τζῶν) 11 π. μ. <box>297 755 459 769</box>
ad-body: Τὸ Κατάστημα, μὴ φεισθὲν δαπανῶν, διὰ ν' ἀνταποκριθῇ πληρέστερον καὶ εἰς τὸν πλέον ἰδιότροπον ἐκ τῆς πολυπληθοῦς πελατείας του, προσέλαβεν ἐξ Ἀγγλίας τὸν J. HENRY Ἄγγλον κόπτην πρώτης τάξεως δι' ἅπαντα τὰ ἀνδρικὰ ἐνδύματα. ἐπίσης εἰδικὸν διὰ γυναικείας ζακέτ, καλὸ ἀμαζόνας, ποδηλάτου κλπ. <box>602 281 883 386</box>
column-three <box>597 131 888 2311</box>
postal-schedule <box>297 664 587 842</box>
ad-body-2: Τὸ φάρμακον τοῦτο εἶνε καὶ ἀλάνθαστον προφυλακτικὸν κατὰ τῆς βλεννόρροιας καὶ ἐν γένει τῶν ἀφροδισίων. <box>305 1494 579 1539</box>
ad-subtitle: (ἐφευρεθὲν τῷ 1884) <box>364 1352 520 1368</box>
continued-text: Ἐν τέλει ὁ κ. Ὑπουργὸς εἶπε τὰ ἀκόλουθα: <box>1196 164 1445 179</box>
news-item-head: Συνελήφθη <box>210 987 287 1002</box>
article-body <box>898 871 1186 992</box>
duke-text: Χθὲς μετὰ μεσημβρίαν κατέπλευσεν εἰς Πειραιᾶ ἡ ἰδιωτέρα θαλαμηγὸς τοῦ Δουκὸς τοῦ Ὀρλέανς, μνηστῆρος τοῦ Γαλλικοῦ θρόνου. Ἐπ' αὐτῆς ἐπιβαίνει ὁ Δουξ ὑπὸ αὐστηρὸν ἀνεπισημίαν. <box>1196 436 1570 495</box>
article-paragraph: Κατὰ τὰ πρὸς τὴν γαλλικὴν Κυβέρνησιν τηλεγραφήματα ἐκ Τιέντσιν καὶ Σαγκάης ἡ σινικὴ Κυβέρνησις ἀπεφάσισεν ὅπως ἐμποδίσῃ διὰ τῆς βίας τὴν εἴσοδον τῶν διεθνῶν στρατευμάτων εἰς τὸ Πεκῖνον. Ἡ ἀπόφασις αὕτη ἀνεκοινώθη ὑπὸ τοῦ ἐν Πεκίνῳ πρεσβείας τῶν Μεγάλων Δυνάμεων. <box>898 347 1186 452</box>
duke-subhead: Κατάπλους τῆς θαλαμηγοῦ εἰς Πειραιᾶ.— Ἡ ἄνοδος του εἰς Ἀθήνας <box>1196 402 1570 431</box>
hat-shop-text: Εἰς τὸ γνωστὸν τοῖς πᾶσι διὰ τὴν συλλογὴν τῶν πίλων πιλοπωλεῖον Α. Βασιλείου, 140 ὁδὸς Αἰόλου 140 ἐκομίσθησαν ἀφθονία καὶ καταπλήσσει πλήθος νέων καλοφέτων ὑψηλών, ψάθινοι, πρώτης καὶ τῆς τελευταίας μόδας, κατὰ τὸ σχέδιον τῆς ἀνοίξεως. Ἀπλῆ ἐπίσκεψις δύναται νὰ πείσῃ τὸν ἐνδιαφερόμενον. Τὸ κέρδος ἐπὶ τῶν ἐνδείξεων. <box>1204 1474 1562 1578</box>
railway-text: Τροποποιούμενον ἀπὸ τῆς προσεχοῦς Δευτέρας 5 Ἰουνίου τοῦ Γενικοῦ Δρομολογίου τῶν ἀμαξοστοιχιῶν, ἡ ἐξ Ἀθηνῶν ἀμαξοστοιχία πρὸς Πελοπόννησον ἀναχωρεῖ ἐκ Πάτρας-Πύργου 6' ἀναχωρεῖ ἐκ Πειραιῶς 5.50 καὶ ἐξ Ἀθηνῶν 6,30 π.μ.— Τὴν αὐτὴν ὥραν ἐξ Ἀθηνῶν καὶ ἐκ τοῦ Ἀλεξάνδρου διὰ Καλάμας. <box>1196 1320 1570 1410</box>
postal-line: Δι' Εὔβοιαν καὶ Ἀμερικὴν (Florio) 11 π.μ. <box>297 716 537 731</box>
article-paragraph: Ὁ στρατὸς οὗτος περιμένει διαταγὰς ὅπως προχωρήσῃ. <box>898 742 1186 772</box>
hat-shop-ad <box>1196 1468 1570 1588</box>
funeral-name: ΕΠΑΜΕΙΝ. Ι. ΣΤΑΥΡΟΠΟΥΛΟΥ <box>597 1455 888 1475</box>
postal-line: Διὰ Χίον, Σμύρνην, Μυτιλήνην, Σάμον, Ῥόδον (Lloyd) 9 π.μ. <box>297 664 587 693</box>
news-item-text: ἑταῖροι τῆς Βιοτεχνικῆς Ἑταιρίας κ. κ. Παῦλος Στεφανίδης καὶ Εὐστ. Βερναρδάκης προσέφερον ὑπὲρ ταύτης ἀνὰ δραχ. 1000, ὁ ἐκ Μάντσεστερ κ. Κ. Δημητριάδης δραχ. 500 καὶ ὁ ἐκ Ρουμανίας ὁμογενὴς κ. Ἀλκιβ. Ἐμπειρίκος δραχ. 300. <box>14 1379 287 1469</box>
last-hour-title: ΤΕΛΕΥΤΑΙΑ ΩΡΑ <box>938 140 1146 222</box>
theatre-list <box>597 565 888 1032</box>
theatre-entry: ΔΙΟΝΥΣΙΑΔΟΥ (Πειραιῶς).—Ἀπόψε διὰ τελευταίαν φορὰν τὸ δρᾶμα τοῦ Σαρδοῦ ὑπὸ τοῦ θιάσου Ταβουλάρη. <box>597 919 888 963</box>
divider <box>1196 840 1570 845</box>
news-item-head: Κατὰ πληροφορίας <box>456 319 587 334</box>
orders-heading: ΔΙΑΤΑΓΑΙ ΠΡΟΣ ΤΟΝ ΣΤΡΑΤΟΝ <box>933 522 1151 538</box>
